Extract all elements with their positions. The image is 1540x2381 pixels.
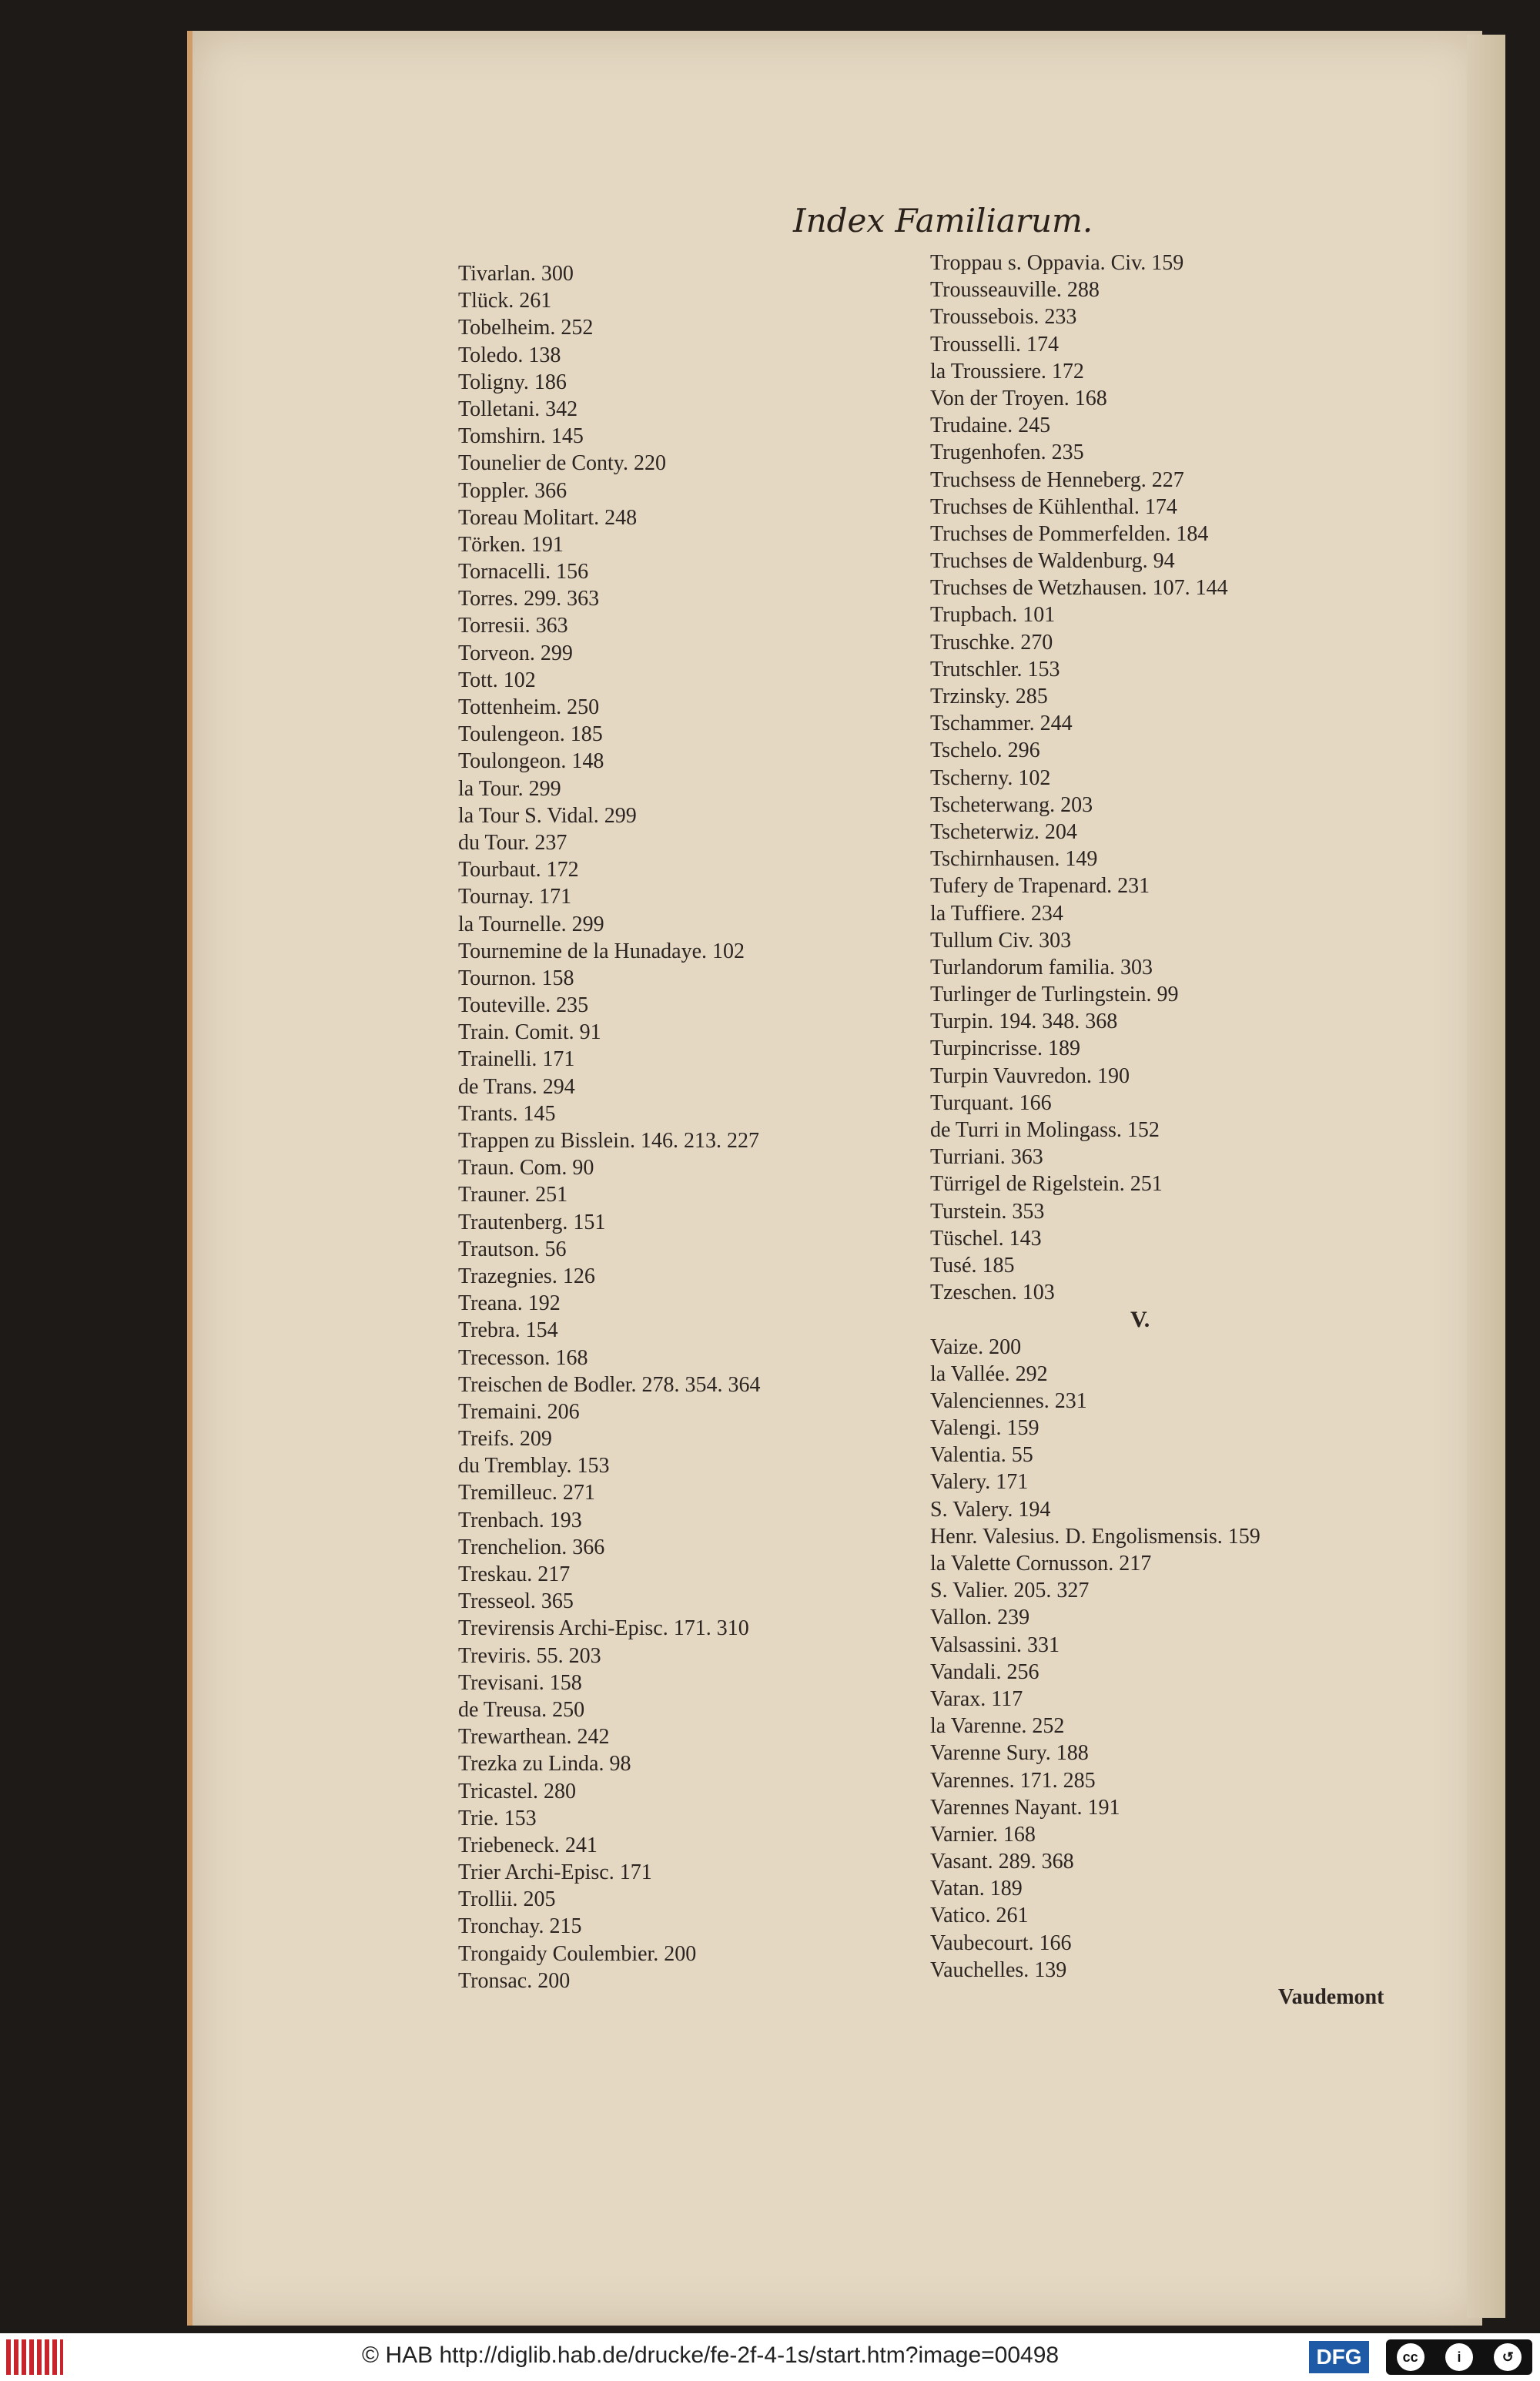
index-entry: Toledo. 138 xyxy=(458,343,561,367)
index-entry: Turstein. 353 xyxy=(930,1199,1045,1224)
index-entry: Treana. 192 xyxy=(458,1291,561,1316)
index-entry: Turriani. 363 xyxy=(930,1145,1043,1170)
index-entry: Tschelo. 296 xyxy=(930,738,1040,763)
index-entry: du Tour. 237 xyxy=(458,830,567,855)
index-entry: Tottenheim. 250 xyxy=(458,695,600,719)
catchword: Vaudemont xyxy=(1278,1985,1384,2009)
index-entry: de Trans. 294 xyxy=(458,1074,575,1099)
index-entry: Trupbach. 101 xyxy=(930,603,1056,628)
index-entry: Tusé. 185 xyxy=(930,1253,1015,1278)
index-entry: Tivarlan. 300 xyxy=(458,262,574,286)
index-entry: la Valette Cornusson. 217 xyxy=(930,1552,1152,1576)
index-entry: Vandali. 256 xyxy=(930,1659,1040,1684)
index-entry: Turpin Vauvredon. 190 xyxy=(930,1063,1130,1088)
index-entry: Vasant. 289. 368 xyxy=(930,1850,1074,1874)
index-entry: Trants. 145 xyxy=(458,1101,556,1126)
index-entry: Truschke. 270 xyxy=(930,630,1053,655)
index-entry: Tullum Civ. 303 xyxy=(930,928,1072,953)
index-entry: Tschammer. 244 xyxy=(930,712,1073,736)
library-logo-icon xyxy=(6,2339,63,2375)
index-entry: Tufery de Trapenard. 231 xyxy=(930,874,1150,899)
index-entry: Trier Archi-Episc. 171 xyxy=(458,1860,652,1885)
section-letter: V. xyxy=(1130,1307,1150,1333)
index-entry: Troussebois. 233 xyxy=(930,305,1077,330)
index-entry: Tomshirn. 145 xyxy=(458,424,584,449)
index-entry: Trebra. 154 xyxy=(458,1318,558,1343)
index-entry: Truchsess de Henneberg. 227 xyxy=(930,467,1184,492)
index-entry: Varnier. 168 xyxy=(930,1822,1036,1847)
index-entry: Truchses de Wetzhausen. 107. 144 xyxy=(930,576,1228,601)
index-entry: Varennes. 171. 285 xyxy=(930,1768,1096,1793)
index-entry: Trautenberg. 151 xyxy=(458,1210,606,1234)
index-entry: Vauchelles. 139 xyxy=(930,1957,1067,1982)
index-entry: Von der Troyen. 168 xyxy=(930,386,1107,410)
index-entry: Trautson. 56 xyxy=(458,1237,567,1261)
index-entry: Turpincrisse. 189 xyxy=(930,1036,1080,1061)
index-entry: la Vallée. 292 xyxy=(930,1361,1048,1386)
index-entry: de Treusa. 250 xyxy=(458,1697,585,1722)
index-entry: Tounelier de Conty. 220 xyxy=(458,451,666,476)
index-entry: la Varenne. 252 xyxy=(930,1714,1065,1739)
cc-icon: cc xyxy=(1397,2343,1424,2371)
dfg-logo: DFG xyxy=(1309,2341,1369,2373)
index-entry: Torres. 299. 363 xyxy=(458,587,600,611)
index-entry: du Tremblay. 153 xyxy=(458,1454,610,1478)
index-entry: Truchses de Kühlenthal. 174 xyxy=(930,494,1177,519)
index-entry: Trauner. 251 xyxy=(458,1183,568,1207)
index-entry: Tott. 102 xyxy=(458,668,536,692)
index-entry: Varax. 117 xyxy=(930,1686,1023,1711)
index-entry: Trzinsky. 285 xyxy=(930,685,1048,708)
index-entry: la Tour. 299 xyxy=(458,776,561,801)
index-entry: Tremilleuc. 271 xyxy=(458,1481,595,1505)
index-entry: Trecesson. 168 xyxy=(458,1345,588,1370)
index-entry: Tremaini. 206 xyxy=(458,1399,580,1424)
index-entry: Turquant. 166 xyxy=(930,1090,1052,1115)
index-entry: Turpin. 194. 348. 368 xyxy=(930,1010,1118,1034)
index-entry: Trevirensis Archi-Episc. 171. 310 xyxy=(458,1616,749,1641)
index-entry: Toppler. 366 xyxy=(458,478,567,503)
index-entry: Tschirnhausen. 149 xyxy=(930,847,1098,872)
index-entry: Train. Comit. 91 xyxy=(458,1020,601,1045)
index-entry: Trollii. 205 xyxy=(458,1887,556,1912)
index-entry: Trugenhofen. 235 xyxy=(930,440,1084,465)
index-entry: Valentia. 55 xyxy=(930,1443,1033,1468)
index-entry: la Tournelle. 299 xyxy=(458,912,604,936)
book-page xyxy=(187,31,1482,2326)
index-entry: Trazegnies. 126 xyxy=(458,1264,595,1288)
index-entry: Tourbaut. 172 xyxy=(458,858,579,882)
index-entry: Vatan. 189 xyxy=(930,1877,1023,1901)
index-entry: Trenchelion. 366 xyxy=(458,1535,605,1559)
index-entry: Toulongeon. 148 xyxy=(458,749,604,774)
index-entry: Vatico. 261 xyxy=(930,1904,1029,1928)
index-entry: Toligny. 186 xyxy=(458,370,567,394)
index-entry: Toulengeon. 185 xyxy=(458,722,603,747)
index-entry: Henr. Valesius. D. Engolismensis. 159 xyxy=(930,1524,1260,1549)
index-entry: Troppau s. Oppavia. Civ. 159 xyxy=(930,251,1184,275)
index-entry: Tscheterwiz. 204 xyxy=(930,819,1077,844)
index-entry: Turlinger de Turlingstein. 99 xyxy=(930,983,1179,1007)
index-entry: Trainelli. 171 xyxy=(458,1047,575,1072)
page-title: Index Familiarum. xyxy=(793,202,1093,239)
index-entry: Trewarthean. 242 xyxy=(458,1725,610,1750)
index-entry: Vaubecourt. 166 xyxy=(930,1931,1072,1955)
index-entry: Vaize. 200 xyxy=(930,1334,1022,1359)
page-edge xyxy=(1467,35,1505,2318)
index-entry: Trevisani. 158 xyxy=(458,1670,582,1695)
index-entry: la Troussiere. 172 xyxy=(930,359,1084,383)
index-entry: Truchses de Waldenburg. 94 xyxy=(930,549,1175,574)
source-url[interactable]: © HAB http://diglib.hab.de/drucke/fe-2f-4-1s/start.htm?image=00498 xyxy=(362,2342,1060,2368)
index-entry: Tlück. 261 xyxy=(458,289,552,313)
index-entry: Tournay. 171 xyxy=(458,885,572,909)
index-entry: Treischen de Bodler. 278. 354. 364 xyxy=(458,1372,761,1397)
index-entry: Treifs. 209 xyxy=(458,1427,552,1452)
by-icon: i xyxy=(1445,2343,1473,2371)
index-entry: Touteville. 235 xyxy=(458,993,589,1018)
index-entry: Trudaine. 245 xyxy=(930,414,1051,438)
footer-bar xyxy=(0,2333,1540,2381)
index-entry: Truchses de Pommerfelden. 184 xyxy=(930,521,1209,546)
index-entry: la Tour S. Vidal. 299 xyxy=(458,803,637,828)
sa-icon: ↺ xyxy=(1494,2343,1522,2371)
index-entry: Trappen zu Bisslein. 146. 213. 227 xyxy=(458,1129,759,1153)
index-entry: Turlandorum familia. 303 xyxy=(930,955,1153,980)
index-entry: Trousseauville. 288 xyxy=(930,278,1100,303)
index-entry: Tscherny. 102 xyxy=(930,765,1051,790)
index-entry: Torveon. 299 xyxy=(458,641,573,665)
index-column-right xyxy=(930,249,1260,1984)
index-entry: Traun. Com. 90 xyxy=(458,1156,594,1180)
index-entry: Vallon. 239 xyxy=(930,1606,1030,1630)
index-entry: Varenne Sury. 188 xyxy=(930,1741,1089,1766)
index-entry: Trutschler. 153 xyxy=(930,657,1060,681)
index-entry: Tournon. 158 xyxy=(458,966,574,990)
index-entry: Triebeneck. 241 xyxy=(458,1833,598,1857)
index-column-left xyxy=(458,260,761,1994)
index-entry: Valenciennes. 231 xyxy=(930,1388,1087,1413)
index-entry: Treviris. 55. 203 xyxy=(458,1643,601,1668)
index-entry: Tornacelli. 156 xyxy=(458,560,589,584)
index-entry: Varennes Nayant. 191 xyxy=(930,1795,1120,1820)
cc-by-sa-logo-icon xyxy=(1386,2339,1532,2375)
index-entry: Tolletani. 342 xyxy=(458,397,578,421)
index-entry: S. Valier. 205. 327 xyxy=(930,1579,1090,1603)
index-entry: Tronsac. 200 xyxy=(458,1968,571,1993)
index-entry: Tscheterwang. 203 xyxy=(930,792,1093,817)
index-entry: Trenbach. 193 xyxy=(458,1508,582,1532)
index-entry: Treskau. 217 xyxy=(458,1562,571,1586)
index-entry: S. Valery. 194 xyxy=(930,1497,1051,1522)
index-entry: Tobelheim. 252 xyxy=(458,316,594,340)
index-entry: Törken. 191 xyxy=(458,532,564,557)
index-entry: Tricastel. 280 xyxy=(458,1779,576,1803)
index-entry: Tzeschen. 103 xyxy=(930,1281,1055,1305)
index-entry: Trongaidy Coulembier. 200 xyxy=(458,1941,697,1966)
index-entry: Trie. 153 xyxy=(458,1806,537,1830)
index-entry: Tronchay. 215 xyxy=(458,1914,582,1939)
index-entry: Trousselli. 174 xyxy=(930,332,1060,357)
index-entry: Türrigel de Rigelstein. 251 xyxy=(930,1172,1163,1197)
index-entry: Tournemine de la Hunadaye. 102 xyxy=(458,939,745,963)
index-entry: la Tuffiere. 234 xyxy=(930,901,1063,926)
index-entry: Valsassini. 331 xyxy=(930,1633,1060,1657)
index-entry: Valengi. 159 xyxy=(930,1416,1040,1441)
index-entry: Torresii. 363 xyxy=(458,614,568,638)
index-entry: Tüschel. 143 xyxy=(930,1226,1042,1251)
index-entry: de Turri in Molingass. 152 xyxy=(930,1118,1160,1142)
index-entry: Valery. 171 xyxy=(930,1470,1029,1495)
index-entry: Trezka zu Linda. 98 xyxy=(458,1752,631,1777)
index-entry: Tresseol. 365 xyxy=(458,1589,574,1614)
index-entry: Toreau Molitart. 248 xyxy=(458,505,638,530)
